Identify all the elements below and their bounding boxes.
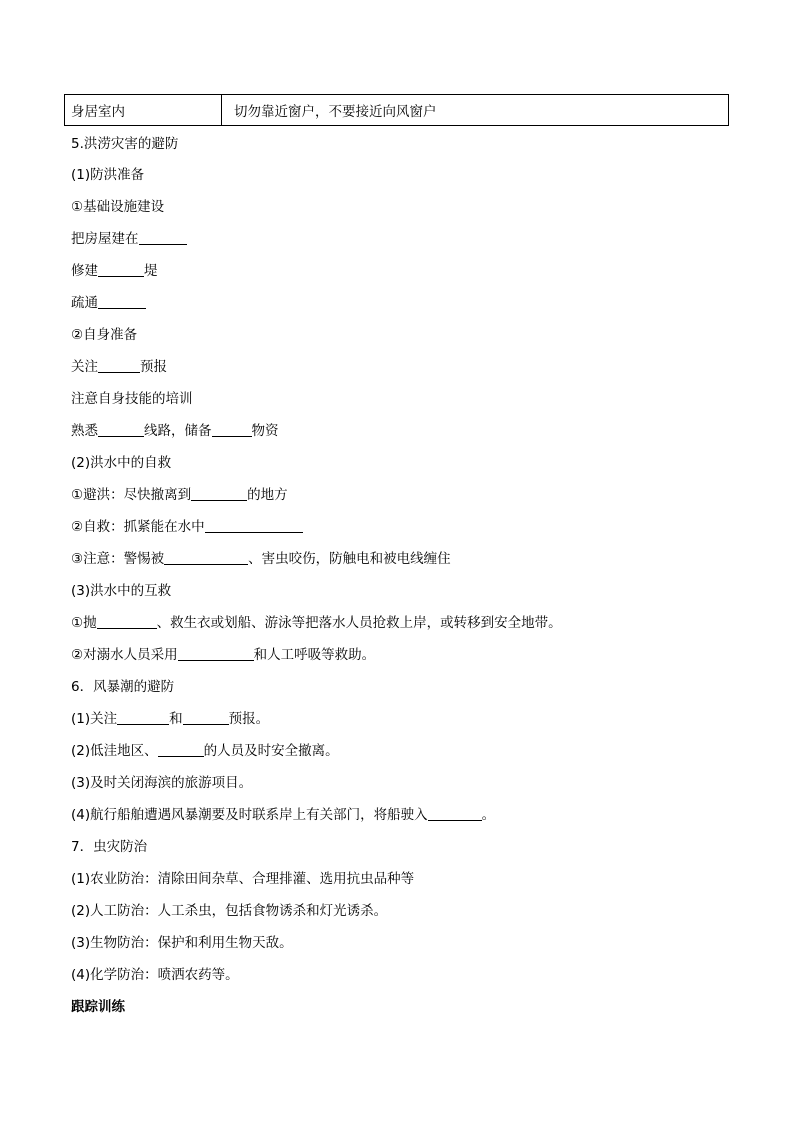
answer-blank[interactable] <box>428 806 482 821</box>
answer-blank[interactable] <box>98 358 140 373</box>
answer-blank[interactable] <box>158 742 204 757</box>
answer-blank[interactable] <box>183 710 229 725</box>
list-item: (2)人工防治：人工杀虫，包括食物诱杀和灯光诱杀。 <box>71 903 388 919</box>
list-item: ②自身准备 <box>71 327 138 343</box>
answer-blank[interactable] <box>98 422 144 437</box>
subheading-self-rescue: (2)洪水中的自救 <box>71 455 172 471</box>
subheading-flood-prep: (1)防洪准备 <box>71 167 145 183</box>
answer-blank[interactable] <box>164 550 248 565</box>
list-item: (1)农业防治：清除田间杂草、合理排灌、选用抗虫品种等 <box>71 871 415 887</box>
fill-line: ①避洪：尽快撤离到 的地方 <box>71 487 288 503</box>
fill-line: ②自救：抓紧能在水中 <box>71 517 303 537</box>
answer-blank[interactable] <box>139 230 187 245</box>
table-cell-advice: 切勿靠近窗户，不要接近向风窗户 <box>234 104 437 120</box>
section-heading-practice: 跟踪训练 <box>71 999 125 1015</box>
answer-blank[interactable] <box>117 710 169 725</box>
info-table <box>64 94 729 126</box>
section-heading-flood: 5.洪涝灾害的避防 <box>71 136 179 152</box>
answer-blank[interactable] <box>205 518 303 533</box>
fill-line: 关注 预报 <box>71 359 167 375</box>
fill-line: (1)关注 和 预报。 <box>71 711 270 727</box>
subheading-mutual-rescue: (3)洪水中的互救 <box>71 583 172 599</box>
answer-blank[interactable] <box>98 262 144 277</box>
answer-blank[interactable] <box>178 646 254 661</box>
table-cell-location: 身居室内 <box>65 95 222 125</box>
fill-line: ②对溺水人员采用 和人工呼吸等救助。 <box>71 647 376 663</box>
answer-blank[interactable] <box>212 422 252 437</box>
fill-line: 疏通 <box>71 293 146 313</box>
fill-line: ③注意：警惕被 、害虫咬伤，防触电和被电线缠住 <box>71 551 451 567</box>
list-item: 注意自身技能的培训 <box>71 391 193 407</box>
list-item: (4)化学防治：喷洒农药等。 <box>71 967 239 983</box>
fill-line: 熟悉 线路，储备 物资 <box>71 423 279 439</box>
section-heading-storm-surge: 6．风暴潮的避防 <box>71 679 175 695</box>
answer-blank[interactable] <box>191 486 247 501</box>
fill-line: (2)低洼地区、 的人员及时安全撤离。 <box>71 743 339 759</box>
list-item: (3)生物防治：保护和利用生物天敌。 <box>71 935 293 951</box>
section-heading-pest: 7．虫灾防治 <box>71 839 148 855</box>
answer-blank[interactable] <box>98 294 146 309</box>
list-item: (3)及时关闭海滨的旅游项目。 <box>71 775 253 791</box>
fill-line: ①抛 、救生衣或划船、游泳等把落水人员抢救上岸，或转移到安全地带。 <box>71 615 562 631</box>
fill-line: 把房屋建在 <box>71 229 187 249</box>
answer-blank[interactable] <box>97 614 157 629</box>
fill-line: (4)航行船舶遭遇风暴潮要及时联系岸上有关部门，将船驶入 。 <box>71 807 496 823</box>
fill-line: 修建 堤 <box>71 263 158 279</box>
list-item: ①基础设施建设 <box>71 199 165 215</box>
